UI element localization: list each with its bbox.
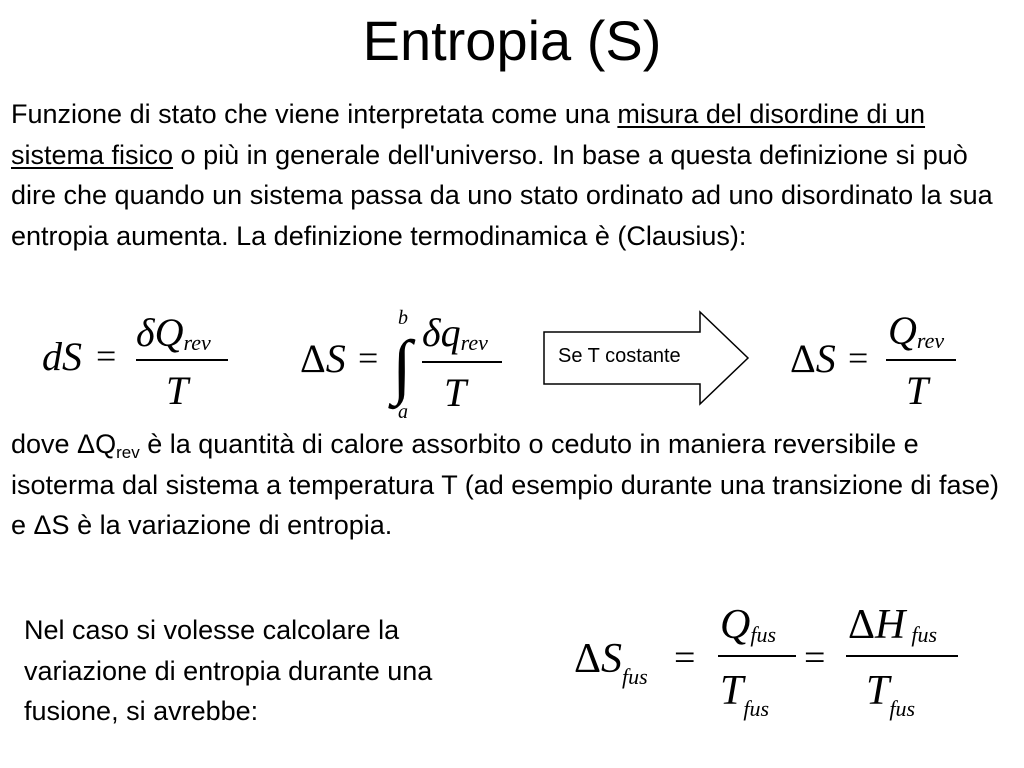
formula-integral-lhs-var: S xyxy=(325,336,346,381)
formula-const-num-sub: rev xyxy=(916,328,945,353)
formula-integral-numerator xyxy=(422,310,488,355)
formula-fusion-lhs xyxy=(574,636,648,689)
explanation-text-1: dove ΔQ xyxy=(11,429,117,459)
formula-fusion-f1-den-sub: fus xyxy=(743,696,770,721)
intro-text-2: o più in generale dell'universo. In base a questa definizione si può dire che quando un sistema passa da uno stato ordinato ad uno disordinato la sua entropia aumenta. La definizione termodinamica è (Clausius): xyxy=(11,139,993,251)
formula-ds-delta: δ xyxy=(136,310,155,355)
formula-ds-lhs: dS xyxy=(42,334,82,379)
formula-fusion-f2-den-sub: fus xyxy=(889,696,916,721)
formula-fusion xyxy=(570,596,970,736)
formula-fusion-f1-num-var: Q xyxy=(720,602,751,648)
formula-const-num-var: Q xyxy=(888,308,917,353)
formula-fusion-f2-num-var: H xyxy=(875,602,906,648)
formula-const-equals: = xyxy=(848,338,869,378)
formula-fusion-f2-num-sub: fus xyxy=(911,622,938,647)
formula-ds-num-var: Q xyxy=(154,310,184,355)
arrow-label: Se T costante xyxy=(558,345,681,367)
explanation-text-2: è la quantità di calore assorbito o ceduto in maniera reversibile e isoterma dal sistema a temperatura T (ad esempio durante una transizione di fase) e ΔS è la variazione di entropia. xyxy=(11,429,1000,540)
formula-fusion-lhs-sub: fus xyxy=(622,664,648,689)
formula-const-denominator: T xyxy=(906,368,929,413)
integral-sign: ∫ xyxy=(392,326,412,406)
formula-ds-denominator: T xyxy=(166,368,189,413)
formula-fusion-f1-numerator xyxy=(720,602,776,648)
explanation-paragraph xyxy=(11,424,1011,546)
formula-integral-lhs-delta: Δ xyxy=(300,336,326,381)
formula-integral-equals: = xyxy=(358,338,379,378)
formula-fusion-f2-denominator xyxy=(866,668,915,721)
formula-const-numerator xyxy=(888,308,944,353)
formula-fusion-equals-1: = xyxy=(674,637,696,679)
formula-integral-num-sub: rev xyxy=(460,330,488,355)
integral-upper-limit: b xyxy=(398,307,408,329)
svg-text:dS xyxy=(42,334,82,379)
formula-fusion-f2-num-delta: Δ xyxy=(848,602,876,648)
formula-fusion-lhs-var: S xyxy=(601,636,623,682)
formula-fusion-f1-denominator xyxy=(720,668,769,721)
formula-const-lhs xyxy=(790,336,836,381)
formula-integral-delta: δ xyxy=(422,310,441,355)
integral-lower-limit: a xyxy=(398,401,408,423)
formula-integral-denominator: T xyxy=(444,370,467,415)
formula-integral-num-var: q xyxy=(440,310,461,355)
formula-fusion-lhs-delta: Δ xyxy=(574,636,602,682)
fusion-paragraph: Nel caso si volesse calcolare la variazione di entropia durante una fusione, si avrebbe: xyxy=(24,615,433,726)
formula-fusion-f1-num-sub: fus xyxy=(750,622,777,647)
formula-fusion-f2-den-var: T xyxy=(866,668,890,714)
formula-fusion-f1-den-var: T xyxy=(720,668,744,714)
formula-const-lhs-delta: Δ xyxy=(790,336,816,381)
explanation-subscript: rev xyxy=(116,443,140,462)
intro-paragraph xyxy=(11,94,1011,256)
intro-underlined-text: misura del disordine di un sistema fisico xyxy=(11,99,926,170)
formula-ds-equals: = xyxy=(96,336,117,376)
formula-fusion-f2-numerator xyxy=(848,602,937,648)
intro-text-1: Funzione di stato che viene interpretata come una xyxy=(11,99,618,129)
formula-delta-s-integral xyxy=(296,306,512,426)
formula-integral-lhs xyxy=(300,336,346,381)
slide-title: Entropia (S) xyxy=(362,9,662,72)
formula-ds xyxy=(38,308,238,418)
formula-ds-num-sub: rev xyxy=(183,330,211,355)
formula-const-lhs-var: S xyxy=(815,336,836,381)
formula-delta-s-constant xyxy=(786,308,966,418)
formula-ds-numerator xyxy=(136,310,211,355)
formula-fusion-equals-2: = xyxy=(804,637,826,679)
